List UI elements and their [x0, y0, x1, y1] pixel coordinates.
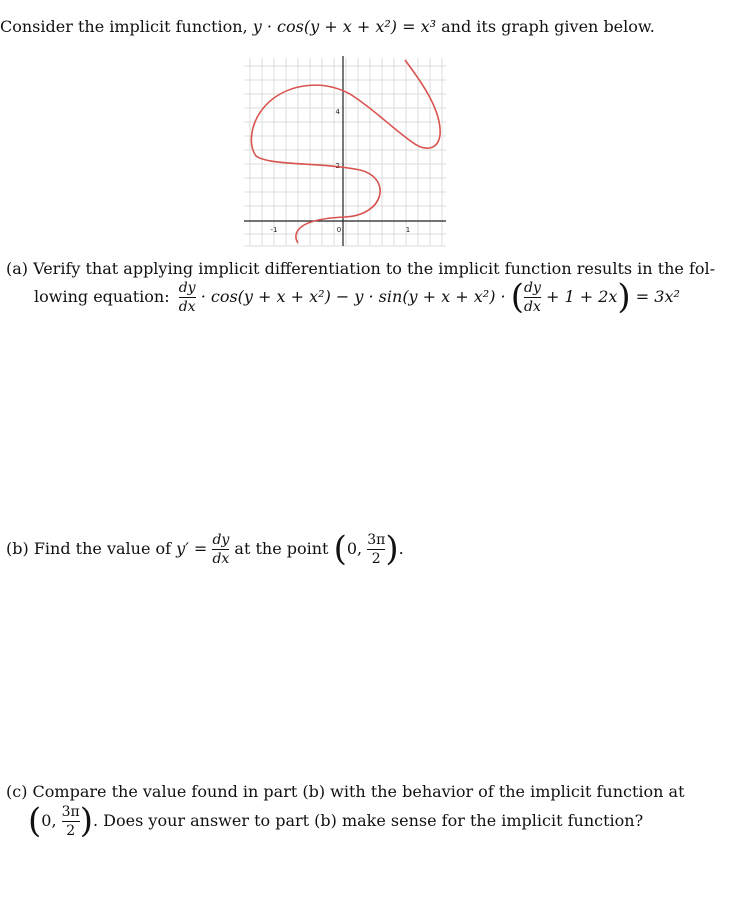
- part-a-left-paren: (: [510, 277, 524, 317]
- part-b-label: (b): [6, 539, 29, 558]
- part-b-line: [6, 529, 404, 569]
- part-a-inner-dx: dx: [523, 298, 541, 315]
- part-a-equation-line: [34, 277, 680, 317]
- part-b-right-paren: ): [385, 529, 399, 569]
- x-tick-label-neg1: -1: [270, 226, 278, 234]
- part-c-line2: [28, 801, 644, 841]
- x-tick-label-1: 1: [405, 226, 411, 234]
- part-b-dydx-fraction: [212, 533, 229, 566]
- part-c-point-y-fraction: [62, 805, 80, 838]
- part-b-text1: Find the value of: [33, 539, 177, 558]
- part-b-point-den: 2: [367, 549, 385, 566]
- y-tick-label-4: 4: [335, 108, 340, 116]
- part-b-point-y-fraction: [367, 533, 385, 566]
- part-c-line1: [6, 784, 685, 800]
- part-b-dx: dx: [212, 550, 230, 567]
- part-c-point-x: 0,: [41, 811, 57, 830]
- part-c-text-line2: . Does your answer to part (b) make sense for the implicit function?: [93, 811, 644, 830]
- part-a-term1: · cos(y + x + x²) − y · sin(y + x + x²) ·: [200, 287, 506, 306]
- part-a-inner-rest: + 1 + 2x: [545, 287, 618, 306]
- part-a-rhs: = 3x²: [635, 287, 680, 306]
- part-b-left-paren: (: [333, 529, 347, 569]
- part-b-yprime: y′ =: [176, 539, 208, 558]
- intro-prefix: Consider the implicit function,: [0, 17, 253, 36]
- part-c-left-paren: (: [28, 801, 42, 841]
- part-c-label: (c): [6, 782, 28, 801]
- part-a-text-line1: Verify that applying implicit differentiation to the implicit function results in the fol-: [33, 259, 716, 278]
- part-b-dy: dy: [212, 531, 230, 548]
- y-tick-label-2: 2: [335, 162, 340, 170]
- part-b-end: .: [398, 539, 404, 558]
- intro-equation: y · cos(y + x + x²) = x³: [252, 17, 437, 36]
- part-c-point-num: 3π: [61, 803, 80, 820]
- part-a-line1: [6, 261, 715, 277]
- part-c-text-line1: Compare the value found in part (b) with the behavior of the implicit function at: [32, 782, 685, 801]
- part-b-text2: at the point: [234, 539, 329, 558]
- intro-sentence: [0, 19, 655, 35]
- part-b-point-num: 3π: [367, 531, 386, 548]
- part-a-inner-dy: dy: [523, 279, 541, 296]
- part-a-line2-prefix: lowing equation:: [34, 287, 170, 306]
- part-b-point-x: 0,: [346, 539, 363, 558]
- part-a-dx: dx: [178, 298, 196, 315]
- part-a-dy: dy: [178, 279, 196, 296]
- part-c-right-paren: ): [79, 801, 93, 841]
- part-c-point-den: 2: [62, 821, 80, 838]
- x-tick-label-0: 0: [336, 226, 342, 234]
- part-a-right-paren: ): [617, 277, 631, 317]
- part-a-dydx-fraction: [179, 281, 196, 314]
- intro-suffix: and its graph given below.: [436, 17, 655, 36]
- part-a-inner-dydx: [524, 281, 541, 314]
- part-a-label: (a): [6, 259, 29, 278]
